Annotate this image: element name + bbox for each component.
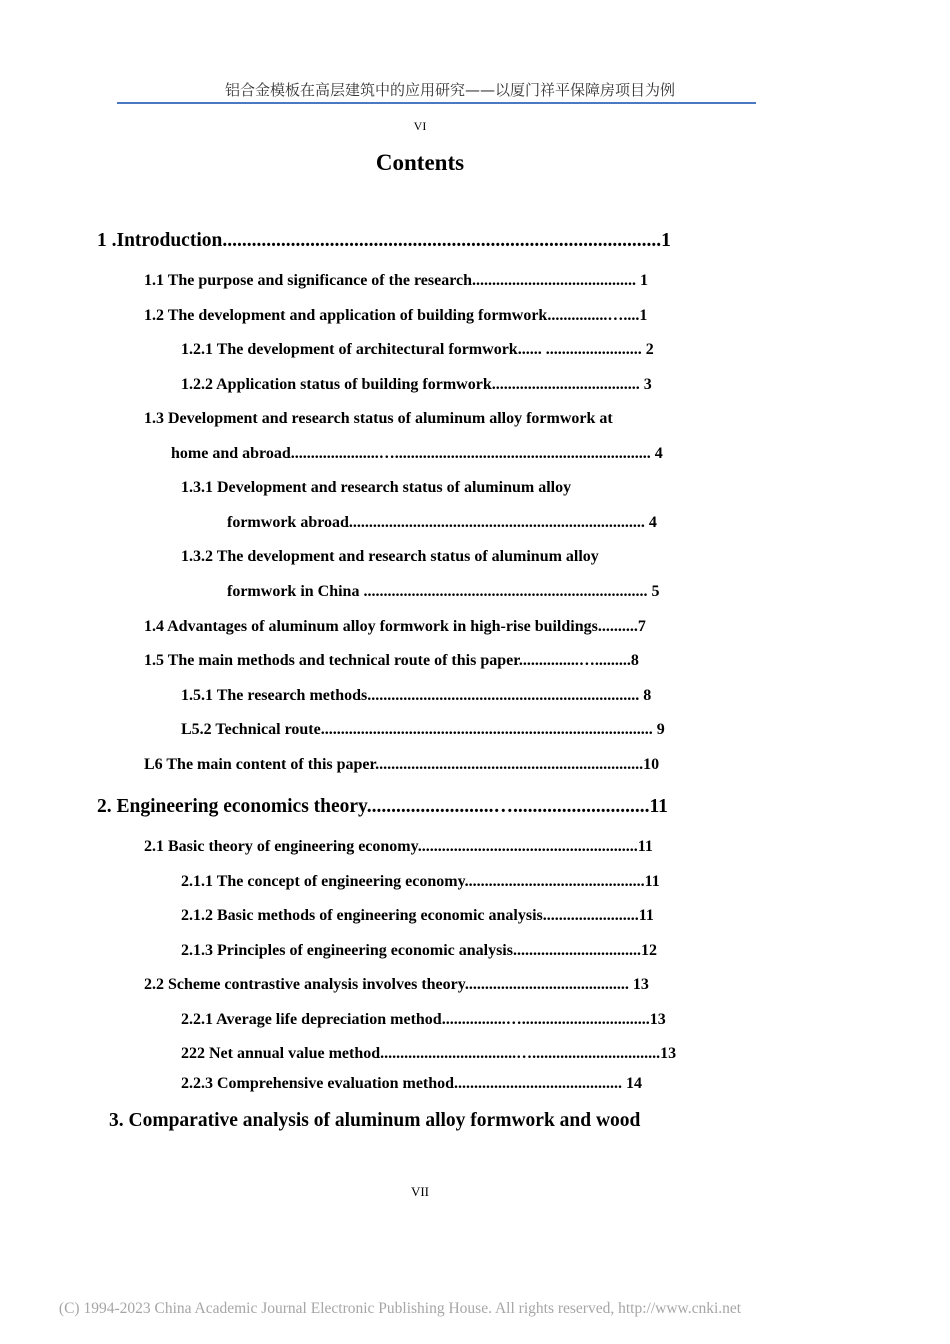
toc-entry-1-3-1: 1.3.1 Development and research status of aluminum alloy — [181, 479, 572, 496]
toc-entry-1-2-1: 1.2.1 The development of architectural formwork...... ........................ 2 — [181, 341, 654, 358]
toc-entry-2-1-1: 2.1.1 The concept of engineering economy.............................................11 — [181, 873, 660, 890]
toc-entry-2-2-2: 222 Net annual value method..................................…................................13 — [181, 1045, 677, 1062]
toc-entry-1-1: 1.1 The purpose and significance of the research......................................... 1 — [144, 272, 649, 289]
toc-entry-2-1-3: 2.1.3 Principles of engineering economic analysis................................12 — [181, 942, 657, 959]
toc-entry-2-2-3: 2.2.3 Comprehensive evaluation method.......................................... 14 — [181, 1075, 643, 1092]
toc-entry-1-5-2: L5.2 Technical route................................................................................... 9 — [181, 721, 665, 738]
toc-entry-1-5: 1.5 The main methods and technical route of this paper...............….........8 — [144, 652, 639, 669]
toc-entry-2-1-2: 2.1.2 Basic methods of engineering economic analysis........................11 — [181, 907, 654, 924]
toc-entry-1-3-cont: home and abroad......................…................................................................ 4 — [171, 445, 663, 462]
toc-entry-2-2: 2.2 Scheme contrastive analysis involves theory......................................... 13 — [144, 976, 649, 993]
toc-entry-1: 1 .Introduction..........................................................................................1 — [97, 230, 671, 251]
toc-entry-1-2-2: 1.2.2 Application status of building formwork..................................... 3 — [181, 376, 652, 393]
toc-entry-1-3-2: 1.3.2 The development and research status of aluminum alloy — [181, 548, 599, 565]
header-rule — [117, 102, 756, 104]
toc-entry-3: 3. Comparative analysis of aluminum alloy formwork and wood — [109, 1110, 641, 1131]
toc-entry-1-6: L6 The main content of this paper...................................................................10 — [144, 756, 660, 773]
toc-entry-2-2-1: 2.2.1 Average life depreciation method................…................................13 — [181, 1011, 666, 1028]
page-number-top: VI — [413, 119, 427, 133]
toc-entry-2-1: 2.1 Basic theory of engineering economy.......................................................11 — [144, 838, 653, 855]
toc-entry-1-3-1-cont: formwork abroad.......................................................................... 4 — [227, 514, 657, 531]
copyright-notice: (C) 1994-2023 China Academic Journal Electronic Publishing House. All rights reserved, http://www.cnki.net — [58, 1300, 742, 1317]
toc-entry-1-5-1: 1.5.1 The research methods.................................................................... 8 — [181, 687, 652, 704]
contents-title: Contents — [375, 150, 465, 175]
toc-entry-1-4: 1.4 Advantages of aluminum alloy formwork in high-rise buildings..........7 — [144, 618, 646, 635]
page-number-bottom: VII — [410, 1184, 430, 1199]
toc-entry-1-3-2-cont: formwork in China ....................................................................... 5 — [227, 583, 660, 600]
toc-entry-2: 2. Engineering economics theory..........................…............................11 — [97, 796, 668, 817]
running-header-title: 铝合金模板在高层建筑中的应用研究——以厦门祥平保障房项目为例 — [224, 81, 675, 99]
toc-entry-1-3: 1.3 Development and research status of aluminum alloy formwork at — [144, 410, 613, 427]
toc-entry-1-2: 1.2 The development and application of building formwork...............…....1 — [144, 307, 648, 324]
